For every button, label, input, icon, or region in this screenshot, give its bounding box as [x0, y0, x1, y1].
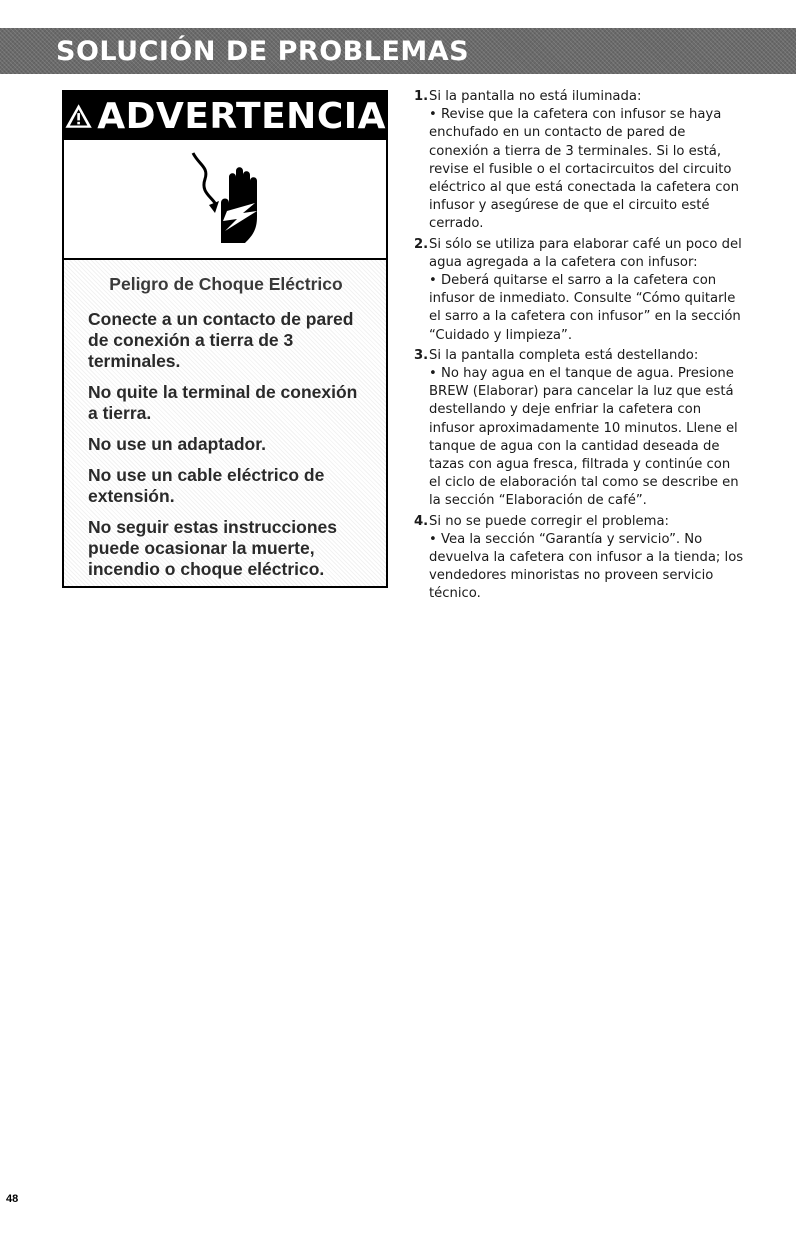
warning-box	[62, 90, 388, 588]
page-number: 48	[6, 1193, 19, 1205]
item-condition: Si la pantalla no está iluminada:	[429, 89, 642, 104]
warning-instruction: No quite la terminal de conexión a tierra.	[88, 382, 358, 423]
item-number: 4.	[414, 513, 429, 529]
pictogram-area	[64, 140, 386, 260]
section-header-bar	[0, 28, 796, 74]
item-solution: • No hay agua en el tanque de agua. Presione BREW (Elaborar) para cancelar la luz que está destellando y deje enfriar la cafetera con infusor aproximadamente 10 minutos. Llene el tanque de agua con la cantidad deseada de tazas con agua fresca, filtrada y continúe con el ciclo de elaboración tal como se describe en la sección “Elaboración de café”.	[429, 366, 739, 509]
warning-instruction: No use un adaptador.	[88, 434, 266, 454]
warning-instruction: No use un cable eléctrico de extensión.	[88, 465, 325, 506]
item-condition: Si la pantalla completa está destellando:	[429, 347, 699, 363]
item-number: 2.	[414, 236, 429, 252]
item-solution: • Revise que la cafetera con infusor se haya enchufado en un contacto de pared de conexión a tierra de 3 terminales. Si lo está, revise el fusible o el cortacircuitos del circuito eléctrico al que está conectada la cafetera con infusor y asegúrese de que el circuito esté cerrado.	[429, 107, 739, 232]
warning-instruction: Conecte a un contacto de pared de conexión a tierra de 3 terminales.	[88, 309, 354, 371]
item-number: 1.	[414, 89, 429, 104]
item-condition: Si no se puede corregir el problema:	[429, 513, 670, 529]
hazard-name: Peligro de Choque Eléctrico	[109, 274, 343, 294]
section-title: SOLUCIÓN DE PROBLEMAS	[56, 36, 470, 67]
warning-text-panel	[64, 260, 386, 586]
warning-instruction: No seguir estas instrucciones puede ocasionar la muerte, incendio o choque eléctrico.	[88, 517, 337, 579]
electric-shock-hand-icon	[165, 147, 285, 251]
troubleshooting-list	[414, 88, 744, 606]
list-item	[414, 513, 744, 604]
list-item	[414, 236, 744, 345]
item-solution: • Vea la sección “Garantía y servicio”. No devuelva la cafetera con infusor a la tienda; los vendedores minoristas no proveen servicio técnico.	[429, 531, 744, 602]
list-item	[414, 88, 744, 234]
list-item	[414, 347, 744, 511]
item-condition: Si sólo se utiliza para elaborar café un poco del agua agregada a la cafetera con infusor:	[429, 236, 742, 270]
warning-title: ADVERTENCIA	[97, 95, 386, 137]
item-number: 3.	[414, 347, 429, 363]
item-solution: • Deberá quitarse el sarro a la cafetera con infusor de inmediato. Consulte “Cómo quitarle el sarro a la cafetera con infusor” en la sección “Cuidado y limpieza”.	[429, 273, 741, 343]
warning-triangle-icon	[64, 98, 93, 134]
warning-header	[64, 92, 386, 140]
